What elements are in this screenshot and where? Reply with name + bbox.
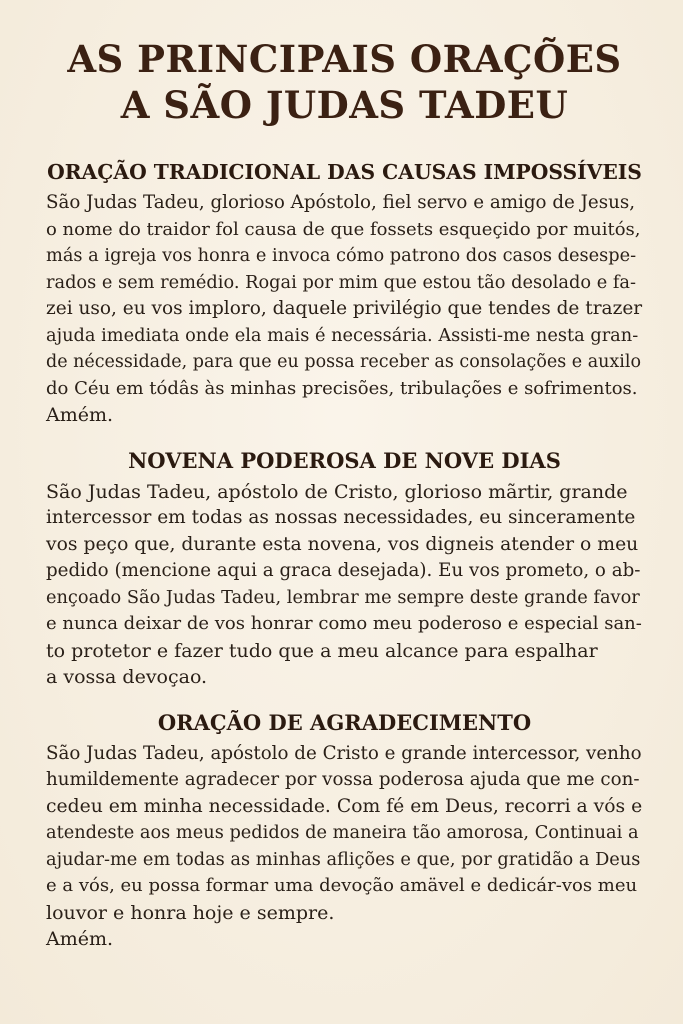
- prayer-text: [46, 479, 643, 691]
- prayer-text: [46, 190, 643, 429]
- prayer-line: cedeu em minha necessidade. Com fé em Deus, recorri a vós e: [46, 795, 643, 817]
- prayer-line: São Judas Tadeu, apóstolo de Cristo, glorioso mãrtir, grande: [46, 480, 628, 503]
- prayer-line: de nécessidade, para que eu possa receber as consolações e auxilo: [46, 352, 642, 372]
- page-title-line-1: AS PRINCIPAIS ORAÇÕES: [67, 37, 622, 81]
- section-novena: [46, 447, 643, 691]
- prayer-line: más a igreja vos honra e invoca cómo patrono dos casos desespe-: [46, 246, 637, 266]
- prayer-line: atendeste aos meus pedidos de maneira tão amorosa, Continuai a: [46, 823, 639, 843]
- prayer-line: vos peço que, durante esta novena, vos digneis atender o meu: [46, 533, 639, 555]
- prayer-line: rados e sem remédio. Rogai por mim que estou tão desolado e fa-: [46, 272, 636, 293]
- section-heading: NOVENA PODEROSA DE NOVE DIAS: [128, 447, 561, 473]
- prayer-line: do Céu em tódâs às minhas precisões, tribulações e sofrimentos.: [46, 377, 638, 399]
- prayer-line: to protetor e fazer tudo que a meu alcance para espalhar: [46, 639, 598, 662]
- prayer-line: humildemente agradecer por vossa poderosa ajuda que me con-: [46, 769, 640, 790]
- section-heading: ORAÇÃO TRADICIONAL DAS CAUSAS IMPOSSÍVEIS: [47, 160, 642, 184]
- prayer-line: a vossa devoçao.: [46, 666, 208, 688]
- section-heading: ORAÇÃO DE AGRADECIMENTO: [157, 709, 532, 735]
- prayer-line: ençoado São Judas Tadeu, lembrar me sempre deste grande favor: [46, 587, 640, 608]
- page-title: [46, 36, 643, 128]
- prayer-line: o nome do traidor fol causa de que fossets esqueçido por muitós,: [46, 218, 641, 240]
- prayer-text: [46, 741, 643, 953]
- prayer-line: ajuda imediata onde ela mais é necessária. Assisti-me nesta gran-: [46, 325, 639, 346]
- page-title-line-2: A SÃO JUDAS TADEU: [120, 83, 569, 127]
- prayer-line: louvor e honra hoje e sempre.: [46, 901, 335, 924]
- prayer-line: São Judas Tadeu, glorioso Apóstolo, fiel servo e amigo de Jesus,: [46, 192, 635, 213]
- prayer-line: pedido (mencione aqui a graca desejada). Eu vos prometo, o ab-: [46, 560, 641, 581]
- section-thanksgiving: [46, 709, 643, 953]
- prayer-line: Amém.: [46, 404, 114, 426]
- prayer-line: intercessor em todas as nossas necessidades, eu sinceramente: [46, 507, 636, 528]
- prayer-line: São Judas Tadeu, apóstolo de Cristo e grande intercessor, venho: [46, 742, 642, 764]
- prayer-line: Amém.: [46, 928, 114, 950]
- prayer-line: e a vós, eu possa formar uma devoção amävel e dedicár-vos meu: [46, 875, 638, 896]
- prayer-line: zei uso, eu vos imploro, daquele privilégio que tendes de trazer: [46, 298, 643, 319]
- prayer-line: ajudar-me em todas as minhas aflições e que, por gratidão a Deus: [46, 849, 641, 870]
- section-traditional-prayer: [46, 158, 643, 429]
- prayer-line: e nunca deixar de vos honrar como meu poderoso e especial san-: [46, 613, 642, 634]
